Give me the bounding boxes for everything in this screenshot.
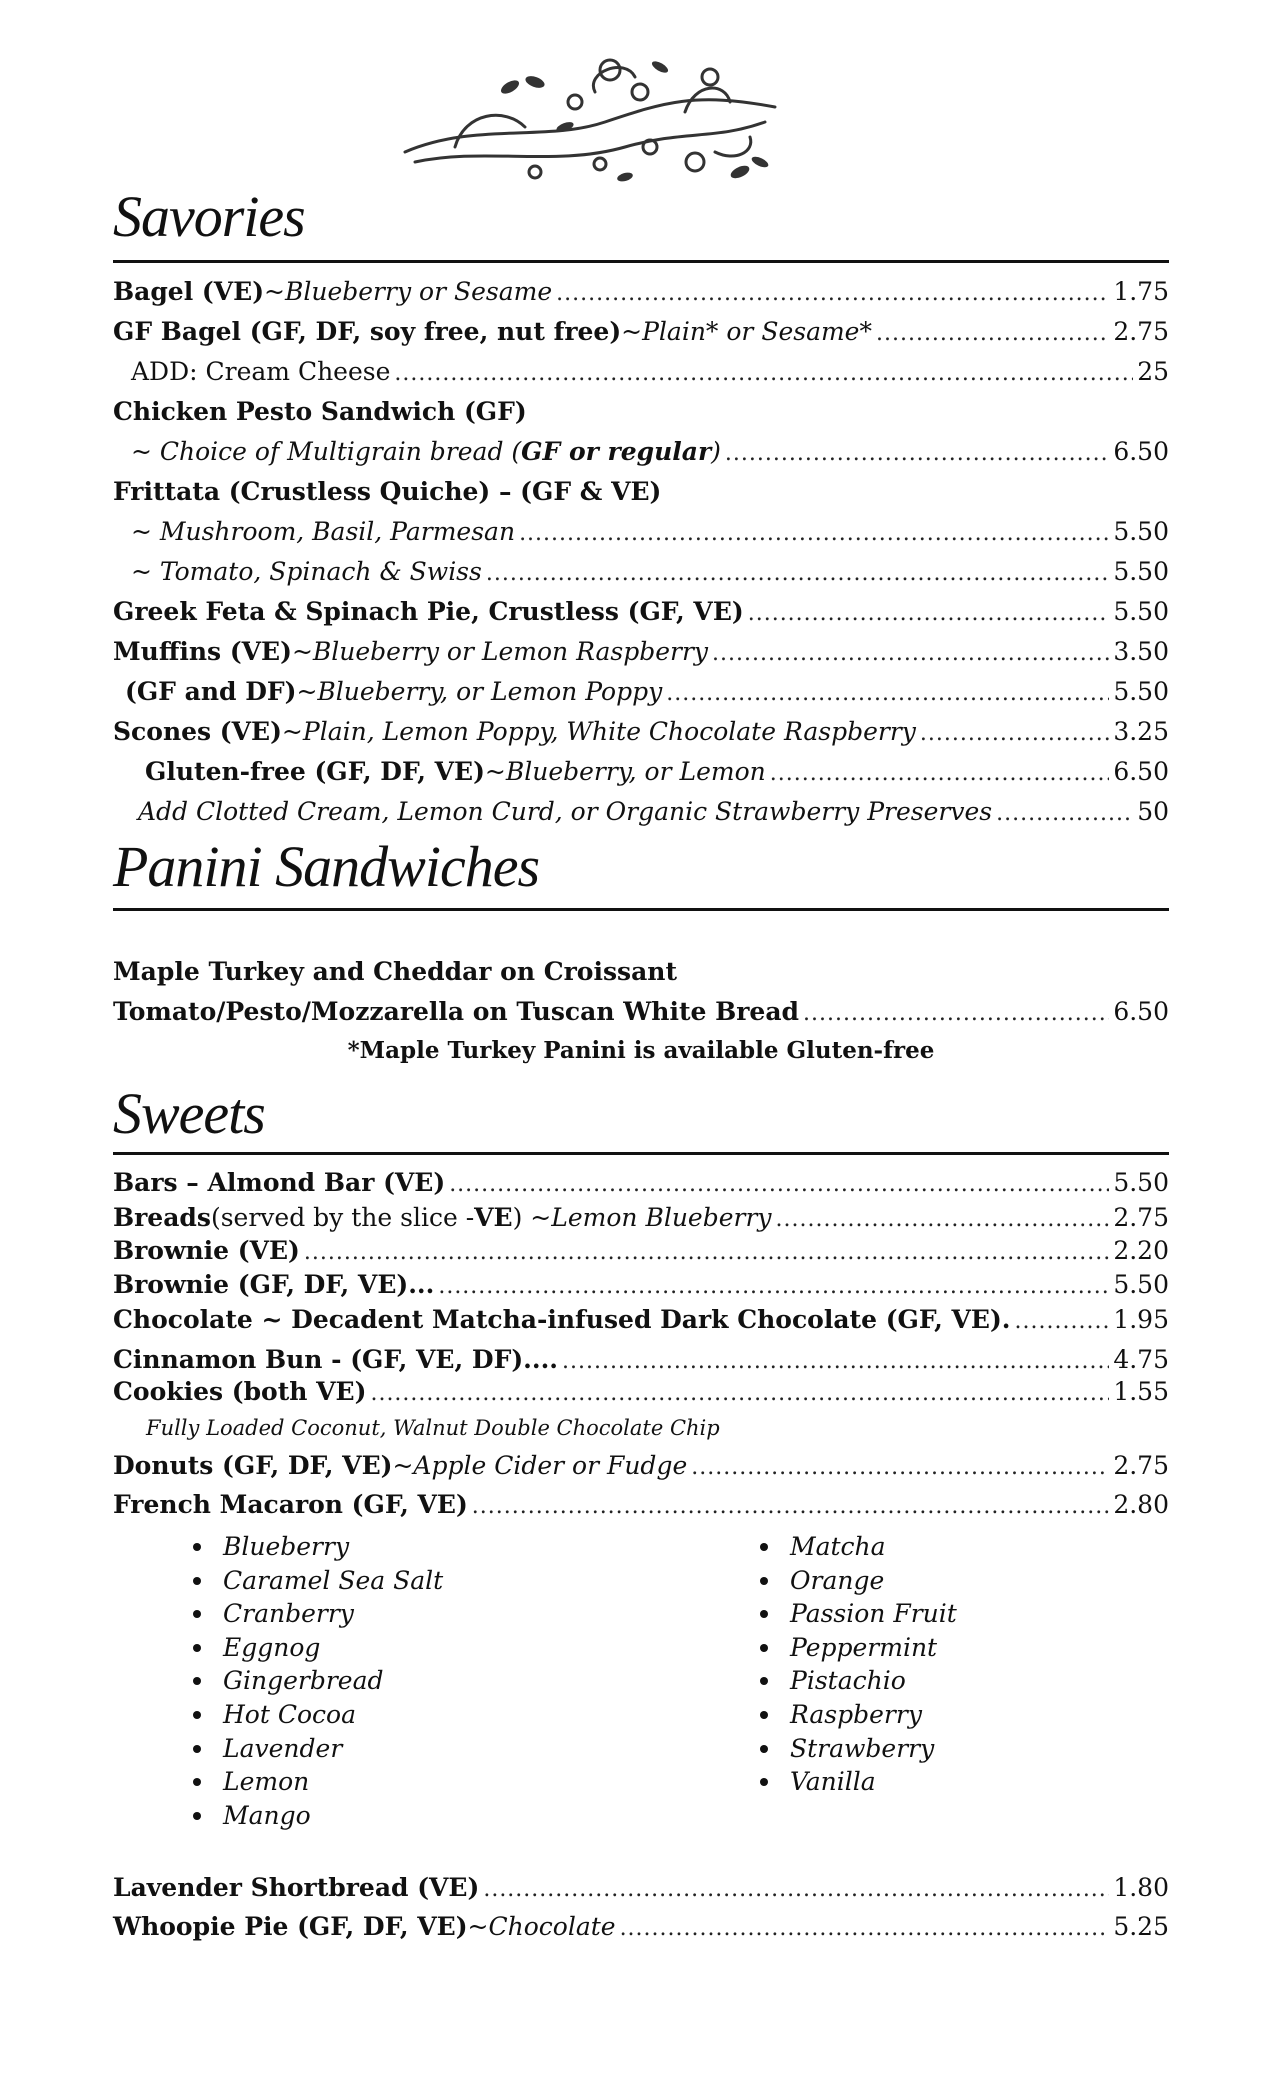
item-description: Lemon Blueberry xyxy=(551,1203,772,1232)
dot-leader xyxy=(803,994,1109,1034)
item-description: Blueberry or Lemon Raspberry xyxy=(312,637,709,666)
item-name: Brownie (VE) xyxy=(113,1236,300,1265)
bullet-icon xyxy=(193,1644,201,1652)
item-price: 6.50 xyxy=(1113,997,1169,1026)
dot-leader xyxy=(996,794,1133,834)
item-separator: ~ xyxy=(621,317,643,346)
item-price: 6.50 xyxy=(1113,757,1169,786)
macaron-flavors-left xyxy=(185,1530,443,1832)
dot-leader xyxy=(748,594,1110,634)
item-name: Chicken Pesto Sandwich (GF) xyxy=(113,397,527,426)
flavor-label: Lemon xyxy=(223,1767,310,1797)
item-price: 2.80 xyxy=(1113,1490,1169,1519)
item-price: 50 xyxy=(1137,797,1169,826)
flavor-label: Caramel Sea Salt xyxy=(223,1565,444,1595)
item-name: French Macaron (GF, VE) xyxy=(113,1490,468,1519)
item-description-bold: GF or regular xyxy=(521,437,712,466)
item-separator: ~ xyxy=(291,637,313,666)
menu-variant xyxy=(131,512,1169,552)
bullet-icon xyxy=(760,1610,768,1618)
flavor-label: Hot Cocoa xyxy=(223,1699,356,1729)
bullet-icon xyxy=(193,1745,201,1753)
dot-leader xyxy=(666,674,1109,714)
list-item xyxy=(752,1698,957,1732)
list-item xyxy=(752,1530,957,1564)
item-name: Cinnamon Bun - (GF, VE, DF).... xyxy=(113,1345,558,1374)
item-price: 5.25 xyxy=(1113,1912,1169,1941)
item-price: 1.95 xyxy=(1113,1305,1169,1334)
item-description: ~ Choice of Multigrain bread ( xyxy=(131,437,522,466)
item-description: ) xyxy=(711,437,721,466)
item-description: ~ Mushroom, Basil, Parmesan xyxy=(131,517,516,546)
cookie-flavors-note: Fully Loaded Coconut, Walnut Double Chocolate Chip xyxy=(146,1416,720,1440)
item-price: 5.50 xyxy=(1113,1270,1169,1299)
dot-leader xyxy=(920,714,1109,754)
flavor-label: Gingerbread xyxy=(223,1666,384,1696)
menu-item xyxy=(113,1300,1169,1340)
menu-variant xyxy=(131,432,1169,472)
item-name: GF Bagel (GF, DF, soy free, nut free) xyxy=(113,317,622,346)
item-detail: (served by the slice - xyxy=(210,1203,475,1232)
item-price: 5.50 xyxy=(1113,517,1169,546)
dot-leader xyxy=(519,514,1109,554)
list-item xyxy=(185,1631,443,1665)
item-name: (GF and DF) xyxy=(125,677,297,706)
list-item xyxy=(752,1564,957,1598)
menu-item xyxy=(113,1868,1169,1908)
addon-label: ADD: Cream Cheese xyxy=(131,357,391,386)
item-name: Brownie (GF, DF, VE)... xyxy=(113,1270,435,1299)
dot-leader xyxy=(876,314,1109,354)
menu-addon xyxy=(131,352,1169,392)
item-price: 5.50 xyxy=(1113,597,1169,626)
list-item xyxy=(752,1631,957,1665)
item-separator: ~ xyxy=(392,1451,414,1480)
item-name: Bagel (VE) xyxy=(113,277,265,306)
bullet-icon xyxy=(193,1812,201,1820)
dot-leader xyxy=(691,1448,1109,1488)
item-name: Greek Feta & Spinach Pie, Crustless (GF, VE) xyxy=(113,597,744,626)
list-item xyxy=(185,1664,443,1698)
item-description: Apple Cider or Fudge xyxy=(413,1451,688,1480)
list-item xyxy=(752,1765,957,1799)
item-name: Breads xyxy=(113,1203,211,1232)
item-description: Blueberry, or Lemon Poppy xyxy=(317,677,663,706)
swirl-ornament-icon xyxy=(395,52,785,192)
menu-item xyxy=(113,1265,1169,1305)
bullet-icon xyxy=(760,1543,768,1551)
list-item xyxy=(185,1799,443,1833)
item-price: 2.20 xyxy=(1113,1236,1169,1265)
item-price: 4.75 xyxy=(1113,1345,1169,1374)
menu-item xyxy=(113,592,1169,632)
item-price: 1.75 xyxy=(1113,277,1169,306)
menu-addon xyxy=(138,792,1169,832)
menu-item xyxy=(145,752,1169,792)
item-name: Tomato/Pesto/Mozzarella on Tuscan White Bread xyxy=(113,997,799,1026)
menu-item xyxy=(113,632,1169,672)
flavor-label: Strawberry xyxy=(790,1733,935,1763)
bullet-icon xyxy=(193,1711,201,1719)
dot-leader xyxy=(725,434,1109,474)
item-name: Lavender Shortbread (VE) xyxy=(113,1873,480,1902)
item-description: Plain* or Sesame* xyxy=(642,317,872,346)
flavor-label: Lavender xyxy=(223,1733,343,1763)
flavor-label: Eggnog xyxy=(223,1632,321,1662)
item-name: Chocolate ~ Decadent Matcha-infused Dark Chocolate (GF, VE). xyxy=(113,1305,1011,1334)
item-price: 1.80 xyxy=(1113,1873,1169,1902)
list-item xyxy=(752,1732,957,1766)
list-item xyxy=(185,1732,443,1766)
menu-item xyxy=(113,1485,1169,1525)
item-name: Muffins (VE) xyxy=(113,637,292,666)
flavor-label: Passion Fruit xyxy=(790,1599,957,1629)
bullet-icon xyxy=(193,1677,201,1685)
item-detail-bold: VE xyxy=(474,1203,513,1232)
section-rule xyxy=(113,260,1169,263)
flavor-label: Pistachio xyxy=(790,1666,906,1696)
item-price: 6.50 xyxy=(1113,437,1169,466)
menu-item xyxy=(113,712,1169,752)
item-name: Bars – Almond Bar (VE) xyxy=(113,1168,446,1197)
item-price: 25 xyxy=(1137,357,1169,386)
menu-item xyxy=(113,312,1169,352)
menu-variant xyxy=(131,552,1169,592)
section-rule xyxy=(113,908,1169,911)
dot-leader xyxy=(394,354,1133,394)
bullet-icon xyxy=(760,1778,768,1786)
dot-leader xyxy=(770,754,1110,794)
item-description: ~ Tomato, Spinach & Swiss xyxy=(131,557,482,586)
menu-item xyxy=(113,992,1169,1032)
list-item xyxy=(185,1698,443,1732)
menu-item xyxy=(113,1907,1169,1947)
list-item xyxy=(752,1664,957,1698)
section-rule xyxy=(113,1152,1169,1155)
item-price: 2.75 xyxy=(1113,317,1169,346)
menu-item xyxy=(113,1163,1169,1203)
list-item xyxy=(752,1597,957,1631)
bullet-icon xyxy=(760,1677,768,1685)
dot-leader xyxy=(712,634,1109,674)
item-price: 2.75 xyxy=(1113,1203,1169,1232)
menu-item xyxy=(113,1372,1169,1412)
menu-item xyxy=(125,672,1169,712)
item-price: 3.25 xyxy=(1113,717,1169,746)
item-description: Blueberry, or Lemon xyxy=(505,757,766,786)
item-detail: ) ~ xyxy=(512,1203,552,1232)
bullet-icon xyxy=(760,1577,768,1585)
list-item xyxy=(185,1564,443,1598)
item-name: Gluten-free (GF, DF, VE) xyxy=(145,757,485,786)
item-separator: ~ xyxy=(467,1912,489,1941)
bullet-icon xyxy=(760,1644,768,1652)
flavor-label: Vanilla xyxy=(790,1767,876,1797)
item-price: 5.50 xyxy=(1113,677,1169,706)
flavor-label: Cranberry xyxy=(223,1599,354,1629)
item-name: Whoopie Pie (GF, DF, VE) xyxy=(113,1912,468,1941)
item-price: 3.50 xyxy=(1113,637,1169,666)
section-title-panini: Panini Sandwiches xyxy=(113,834,540,899)
macaron-flavors-right xyxy=(752,1530,957,1799)
item-separator: ~ xyxy=(484,757,506,786)
menu-item xyxy=(113,272,1169,312)
dot-leader xyxy=(556,274,1109,314)
flavor-label: Blueberry xyxy=(223,1532,350,1561)
dot-leader xyxy=(1015,1302,1110,1342)
item-price: 1.55 xyxy=(1113,1377,1169,1406)
menu-item-heading xyxy=(113,392,1169,432)
item-name: Donuts (GF, DF, VE) xyxy=(113,1451,393,1480)
flavor-label: Orange xyxy=(790,1565,885,1595)
flavor-label: Peppermint xyxy=(790,1632,938,1662)
dot-leader xyxy=(486,554,1109,594)
menu-item-heading xyxy=(113,472,1169,512)
list-item xyxy=(185,1530,443,1564)
section-title-savories: Savories xyxy=(113,184,305,249)
item-price: 2.75 xyxy=(1113,1451,1169,1480)
item-separator: ~ xyxy=(264,277,285,306)
item-description: Chocolate xyxy=(488,1912,616,1941)
bullet-icon xyxy=(193,1543,201,1551)
menu-item xyxy=(113,1446,1169,1486)
bullet-icon xyxy=(760,1711,768,1719)
item-separator: ~ xyxy=(296,677,318,706)
section-title-sweets: Sweets xyxy=(113,1081,265,1146)
bullet-icon xyxy=(193,1778,201,1786)
item-price: 5.50 xyxy=(1113,1168,1169,1197)
flavor-label: Matcha xyxy=(790,1532,886,1561)
dot-leader xyxy=(483,1870,1109,1910)
item-description: Blueberry or Sesame xyxy=(284,277,553,306)
menu-item-heading xyxy=(113,952,1169,992)
item-description: Add Clotted Cream, Lemon Curd, or Organic Strawberry Preserves xyxy=(138,797,993,826)
flavor-label: Raspberry xyxy=(790,1699,922,1729)
panini-note: *Maple Turkey Panini is available Gluten-free xyxy=(347,1037,935,1064)
bullet-icon xyxy=(193,1610,201,1618)
list-item xyxy=(185,1765,443,1799)
dot-leader xyxy=(472,1487,1110,1527)
item-name: Cookies (both VE) xyxy=(113,1377,367,1406)
flavor-label: Mango xyxy=(223,1800,311,1830)
item-separator: ~ xyxy=(281,717,303,746)
item-name: Frittata (Crustless Quiche) – (GF & VE) xyxy=(113,477,662,506)
dot-leader xyxy=(370,1374,1109,1414)
bullet-icon xyxy=(193,1577,201,1585)
list-item xyxy=(185,1597,443,1631)
item-description: Plain, Lemon Poppy, White Chocolate Raspberry xyxy=(302,717,916,746)
item-price: 5.50 xyxy=(1113,557,1169,586)
item-name: Maple Turkey and Cheddar on Croissant xyxy=(113,957,678,986)
dot-leader xyxy=(620,1909,1110,1949)
item-name: Scones (VE) xyxy=(113,717,282,746)
bullet-icon xyxy=(760,1745,768,1753)
